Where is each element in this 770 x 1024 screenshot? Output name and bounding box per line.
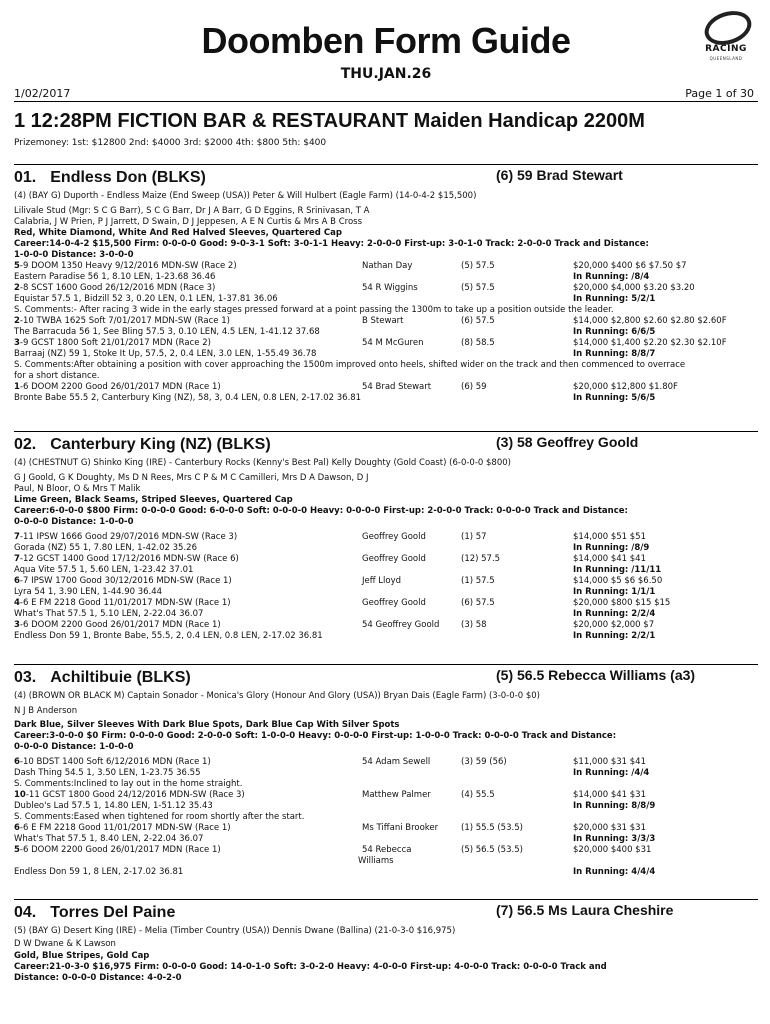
runner-name-text: Canterbury King (NZ) (BLKS) — [50, 436, 271, 453]
run-jockey: Geoffrey Goold — [362, 554, 426, 564]
run-row — [14, 338, 758, 349]
finish-position: 2 — [14, 283, 20, 293]
finish-position: 10 — [14, 790, 26, 800]
runner-number: 01. — [14, 169, 37, 186]
page-number: Page 1 of 30 — [685, 87, 754, 100]
finish-position: 5 — [14, 261, 20, 271]
run-row — [14, 327, 758, 338]
finish-position: 1 — [14, 382, 20, 392]
finish-position: 6 — [14, 757, 20, 767]
run-winner: Aqua Vite 57.5 1, 5.60 LEN, 1-23.42 37.01 — [14, 565, 194, 575]
run-winner: Endless Don 59 1, Bronte Babe, 55.5, 2, 0.4 LEN, 0.8 LEN, 2-17.02 36.81 — [14, 631, 323, 641]
run-row — [14, 543, 758, 554]
run-prize: $20,000 $2,000 $7 — [573, 620, 655, 630]
owners-line: G J Goold, G K Doughty, Ms D N Rees, Mrs C P & M C Camilleri, Mrs D A Dawson, D J — [14, 473, 369, 483]
in-running: In Running: 1/1/1 — [573, 587, 656, 597]
in-running: In Running: /11/11 — [573, 565, 662, 575]
career-stats: Career:6-0-0-0 $800 Firm: 0-0-0-0 Good: 6-0-0-0 Soft: 0-0-0-0 Heavy: 0-0-0-0 First-up: 2-0-0-0 Track: 0-0-0-0 Track and Distance: — [14, 506, 628, 516]
finish-position: 6 — [14, 576, 20, 586]
career-stats: Distance: 0-0-0-0 Distance: 4-0-2-0 — [14, 973, 182, 983]
run-jockey: 54 R Wiggins — [362, 283, 418, 293]
run-jockey: Matthew Palmer — [362, 790, 431, 800]
run-jockey: 54 Adam Sewell — [362, 757, 431, 767]
runner-name-text: Achiltibuie (BLKS) — [50, 669, 191, 686]
career-stats: 1-0-0-0 Distance: 3-0-0-0 — [14, 250, 134, 260]
run-jockey: Nathan Day — [362, 261, 413, 271]
in-running: In Running: 6/6/5 — [573, 327, 656, 337]
owners-line: D W Dwane & K Lawson — [14, 939, 116, 949]
run-details: -6 E FM 2218 Good 11/01/2017 MDN-SW (Race 1) — [19, 823, 231, 833]
run-row — [14, 845, 758, 856]
career-stats: Career:3-0-0-0 $0 Firm: 0-0-0-0 Good: 2-0-0-0 Soft: 1-0-0-0 Heavy: 0-0-0-0 First-up: 1-0-0-0 Track: 0-0-0-0 Track and Distance: — [14, 731, 617, 741]
meeting-date: THU.JAN.26 — [340, 66, 432, 82]
run-row — [14, 834, 758, 845]
run-row — [14, 757, 758, 768]
run-details: -7 IPSW 1700 Good 30/12/2016 MDN-SW (Race 1) — [19, 576, 232, 586]
run-details: -6 DOOM 2200 Good 26/01/2017 MDN (Race 1) — [19, 845, 221, 855]
run-details: -11 IPSW 1666 Good 29/07/2016 MDN-SW (Race 3) — [19, 532, 238, 542]
run-jockey: B Stewart — [362, 316, 404, 326]
finish-position: 2 — [14, 316, 20, 326]
run-barrier: (6) 57.5 — [461, 598, 495, 608]
run-row — [14, 382, 758, 393]
colours: Lime Green, Black Seams, Striped Sleeves, Quartered Cap — [14, 495, 293, 505]
colours: Gold, Blue Stripes, Gold Cap — [14, 951, 150, 961]
runner-barrier-weight-jockey: (5) 56.5 Rebecca Williams (a3) — [496, 667, 696, 683]
stewards-comment: S. Comments:Inclined to lay out in the home straight. — [14, 779, 243, 789]
run-details: -10 TWBA 1625 Soft 7/01/2017 MDN-SW (Race 1) — [19, 316, 230, 326]
run-barrier: (1) 57 — [461, 532, 487, 542]
run-prize: $14,000 $41 $41 — [573, 554, 647, 564]
in-running: In Running: 3/3/3 — [573, 834, 656, 844]
run-winner: Lyra 54 1, 3.90 LEN, 1-44.90 36.44 — [14, 587, 163, 597]
run-row — [14, 576, 758, 587]
run-row — [14, 856, 758, 867]
stewards-comment: S. Comments:Eased when tightened for room shortly after the start. — [14, 812, 305, 822]
stewards-comment: S. Comments:- After racing 3 wide in the early stages pressed forward at a point passing the 1300m to take up a position outside the leader. — [14, 305, 614, 315]
runner-name-text: Endless Don (BLKS) — [50, 169, 206, 186]
run-row — [14, 316, 758, 327]
run-winner: Endless Don 59 1, 8 LEN, 2-17.02 36.81 — [14, 867, 184, 877]
run-row — [14, 609, 758, 620]
print-date: 1/02/2017 — [14, 87, 71, 100]
run-barrier: (4) 55.5 — [461, 790, 495, 800]
runner-header — [14, 899, 758, 926]
run-row — [14, 532, 758, 543]
breeding: (4) (BROWN OR BLACK M) Captain Sonador - Monica's Glory (Honour And Glory (USA)) Bryan Dais (Eagle Farm) (3-0-0-0 $0) — [14, 691, 540, 701]
in-running: In Running: 8/8/7 — [573, 349, 656, 359]
run-row — [14, 565, 758, 576]
race-title: 1 12:28PM FICTION BAR & RESTAURANT Maiden Handicap 2200M — [14, 110, 645, 132]
run-barrier: (5) 57.5 — [461, 283, 495, 293]
run-winner: Bronte Babe 55.5 2, Canterbury King (NZ), 58, 3, 0.4 LEN, 0.8 LEN, 2-17.02 36.81 — [14, 393, 362, 403]
run-row — [14, 801, 758, 812]
stewards-comment: S. Comments:After obtaining a position with cover approaching the 1500m improved onto heels, shifted wider on the track and then commenced to overrace — [14, 360, 686, 370]
runner-name — [14, 169, 206, 187]
run-jockey: 54 Rebecca — [362, 845, 412, 855]
run-row — [14, 272, 758, 283]
run-prize: $20,000 $800 $15 $15 — [573, 598, 671, 608]
run-prize: $20,000 $31 $31 — [573, 823, 647, 833]
breeding: (4) (BAY G) Duporth - Endless Maize (End Sweep (USA)) Peter & Will Hulbert (Eagle Farm) (14-0-4-2 $15,500) — [14, 191, 477, 201]
runner-header — [14, 431, 758, 458]
in-running: In Running: 8/8/9 — [573, 801, 656, 811]
run-row — [14, 631, 758, 642]
run-prize: $14,000 $5 $6 $6.50 — [573, 576, 663, 586]
runner-header — [14, 664, 758, 691]
finish-position: 4 — [14, 598, 20, 608]
run-row — [14, 554, 758, 565]
runner-number: 04. — [14, 904, 37, 921]
run-barrier: (6) 59 — [461, 382, 487, 392]
in-running: In Running: /4/4 — [573, 768, 650, 778]
run-barrier: (5) 56.5 (53.5) — [461, 845, 523, 855]
run-barrier: (12) 57.5 — [461, 554, 501, 564]
logo-subtext: QUEENSLAND — [709, 56, 743, 61]
finish-position: 5 — [14, 845, 20, 855]
career-stats: 0-0-0-0 Distance: 1-0-0-0 — [14, 517, 134, 527]
runner-number: 03. — [14, 669, 37, 686]
run-winner: Barraaj (NZ) 59 1, Stoke It Up, 57.5, 2, 0.4 LEN, 3.0 LEN, 1-55.49 36.78 — [14, 349, 317, 359]
run-barrier: (3) 58 — [461, 620, 487, 630]
runner-barrier-weight-jockey: (3) 58 Geoffrey Goold — [496, 434, 639, 450]
run-row — [14, 768, 758, 779]
run-details: -9 DOOM 1350 Heavy 9/12/2016 MDN-SW (Race 2) — [19, 261, 237, 271]
run-winner: Dubleo's Lad 57.5 1, 14.80 LEN, 1-51.12 35.43 — [14, 801, 213, 811]
owners-line: Lilivale Stud (Mgr: S C G Barr), S C G Barr, Dr J A Barr, G D Eggins, R Srinivasan, T A — [14, 206, 370, 216]
runner-name-text: Torres Del Paine — [50, 904, 176, 921]
run-winner: What's That 57.5 1, 8.40 LEN, 2-22.04 36.07 — [14, 834, 204, 844]
run-prize: $14,000 $51 $51 — [573, 532, 647, 542]
run-row — [14, 349, 758, 360]
run-row — [14, 867, 758, 878]
runner-entry — [14, 664, 758, 878]
finish-position: 7 — [14, 554, 20, 564]
run-prize: $20,000 $4,000 $3.20 $3.20 — [573, 283, 695, 293]
run-row — [14, 294, 758, 305]
runner-name — [14, 669, 191, 687]
run-details: -6 DOOM 2200 Good 26/01/2017 MDN (Race 1) — [19, 620, 221, 630]
run-row — [14, 261, 758, 272]
run-row — [14, 790, 758, 801]
owners-line: Paul, N Bloor, O & Mrs T Malik — [14, 484, 141, 494]
run-row — [14, 587, 758, 598]
in-running: In Running: /8/9 — [573, 543, 650, 553]
run-winner: The Barracuda 56 1, See Bling 57.5 3, 0.10 LEN, 4.5 LEN, 1-41.12 37.68 — [14, 327, 320, 337]
run-details: -8 SCST 1600 Good 26/12/2016 MDN (Race 3) — [19, 283, 216, 293]
runner-name — [14, 904, 175, 922]
finish-position: 7 — [14, 532, 20, 542]
run-prize: $11,000 $31 $41 — [573, 757, 647, 767]
run-prize: $14,000 $1,400 $2.20 $2.30 $2.10F — [573, 338, 727, 348]
run-details: -9 GCST 1800 Soft 21/01/2017 MDN (Race 2) — [19, 338, 211, 348]
breeding: (4) (CHESTNUT G) Shinko King (IRE) - Canterbury Rocks (Kenny's Best Pal) Kelly Doughty (Gold Coast) (6-0-0-0 $800) — [14, 458, 511, 468]
run-jockey: Jeff Lloyd — [362, 576, 402, 586]
run-jockey: Ms Tiffani Brooker — [362, 823, 439, 833]
header-divider — [14, 101, 758, 102]
career-stats: Career:14-0-4-2 $15,500 Firm: 0-0-0-0 Good: 9-0-3-1 Soft: 3-0-1-1 Heavy: 2-0-0-0 First-up: 3-0-1-0 Track: 2-0-0-0 Track and Distance: — [14, 239, 649, 249]
stewards-comment: for a short distance. — [14, 371, 100, 381]
run-winner: What's That 57.5 1, 5.10 LEN, 2-22.04 36.07 — [14, 609, 204, 619]
in-running: In Running: /8/4 — [573, 272, 650, 282]
run-row — [14, 283, 758, 294]
finish-position: 3 — [14, 620, 20, 630]
runner-entry — [14, 431, 758, 642]
run-row — [14, 393, 758, 404]
prizemoney: Prizemoney: 1st: $12800 2nd: $4000 3rd: $2000 4th: $800 5th: $400 — [14, 138, 327, 148]
owners-line: Calabria, J W Prien, P J Jarrett, D Swain, D J Jeppesen, A E N Curtis & Mrs A B Cross — [14, 217, 362, 227]
run-barrier: (1) 57.5 — [461, 576, 495, 586]
run-jockey: 54 Brad Stewart — [362, 382, 432, 392]
in-running: In Running: 5/2/1 — [573, 294, 656, 304]
run-jockey: Geoffrey Goold — [362, 598, 426, 608]
run-details: -6 DOOM 2200 Good 26/01/2017 MDN (Race 1) — [19, 382, 221, 392]
run-prize: $14,000 $41 $31 — [573, 790, 647, 800]
logo-text: RACING — [705, 44, 747, 54]
run-barrier: (1) 55.5 (53.5) — [461, 823, 523, 833]
run-winner: Gorada (NZ) 55 1, 7.80 LEN, 1-42.02 35.26 — [14, 543, 197, 553]
run-barrier: (5) 57.5 — [461, 261, 495, 271]
run-prize: $20,000 $12,800 $1.80F — [573, 382, 678, 392]
run-winner: Dash Thing 54.5 1, 3.50 LEN, 1-23.75 36.55 — [14, 768, 201, 778]
finish-position: 3 — [14, 338, 20, 348]
runner-entry — [14, 899, 758, 984]
runner-entry — [14, 164, 758, 404]
colours: Red, White Diamond, White And Red Halved Sleeves, Quartered Cap — [14, 228, 342, 238]
run-prize: $20,000 $400 $31 — [573, 845, 652, 855]
runner-header — [14, 164, 758, 191]
run-barrier: (3) 59 (56) — [461, 757, 507, 767]
in-running: In Running: 2/2/1 — [573, 631, 656, 641]
runner-barrier-weight-jockey: (6) 59 Brad Stewart — [496, 167, 623, 183]
run-details: -11 GCST 1800 Good 24/12/2016 MDN-SW (Race 3) — [25, 790, 245, 800]
runner-name — [14, 436, 271, 454]
run-barrier: (8) 58.5 — [461, 338, 495, 348]
in-running: In Running: 5/6/5 — [573, 393, 656, 403]
run-winner: Equistar 57.5 1, Bidzill 52 3, 0.20 LEN, 0.1 LEN, 1-37.81 36.06 — [14, 294, 278, 304]
runner-barrier-weight-jockey: (7) 56.5 Ms Laura Cheshire — [496, 902, 674, 918]
career-stats: 0-0-0-0 Distance: 1-0-0-0 — [14, 742, 134, 752]
run-jockey: Geoffrey Goold — [362, 532, 426, 542]
run-details: -6 E FM 2218 Good 11/01/2017 MDN-SW (Race 1) — [19, 598, 231, 608]
in-running: In Running: 2/2/4 — [573, 609, 656, 619]
career-stats: Career:21-0-3-0 $16,975 Firm: 0-0-0-0 Good: 14-0-1-0 Soft: 3-0-2-0 Heavy: 4-0-0-0 First-up: 4-0-0-0 Track: 0-0-0-0 Track and — [14, 962, 607, 972]
run-winner: Eastern Paradise 56 1, 8.10 LEN, 1-23.68 36.46 — [14, 272, 216, 282]
breeding: (5) (BAY G) Desert King (IRE) - Melia (Timber Country (USA)) Dennis Dwane (Ballina) (21-0-3-0 $16,975) — [14, 926, 456, 936]
run-details: -12 GCST 1400 Good 17/12/2016 MDN-SW (Race 6) — [19, 554, 239, 564]
in-running: In Running: 4/4/4 — [573, 867, 656, 877]
run-details: -10 BDST 1400 Soft 6/12/2016 MDN (Race 1) — [19, 757, 211, 767]
page-title: Doomben Form Guide — [201, 20, 571, 61]
run-jockey: Williams — [358, 856, 394, 866]
owners-line: N J B Anderson — [14, 706, 78, 716]
run-barrier: (6) 57.5 — [461, 316, 495, 326]
runner-number: 02. — [14, 436, 37, 453]
run-row — [14, 620, 758, 631]
colours: Dark Blue, Silver Sleeves With Dark Blue Spots, Dark Blue Cap With Silver Spots — [14, 720, 400, 730]
run-row — [14, 598, 758, 609]
run-jockey: 54 Geoffrey Goold — [362, 620, 440, 630]
run-jockey: 54 M McGuren — [362, 338, 424, 348]
run-row — [14, 823, 758, 834]
racing-queensland-logo — [696, 10, 756, 66]
finish-position: 6 — [14, 823, 20, 833]
run-prize: $14,000 $2,800 $2.60 $2.80 $2.60F — [573, 316, 727, 326]
run-prize: $20,000 $400 $6 $7.50 $7 — [573, 261, 687, 271]
